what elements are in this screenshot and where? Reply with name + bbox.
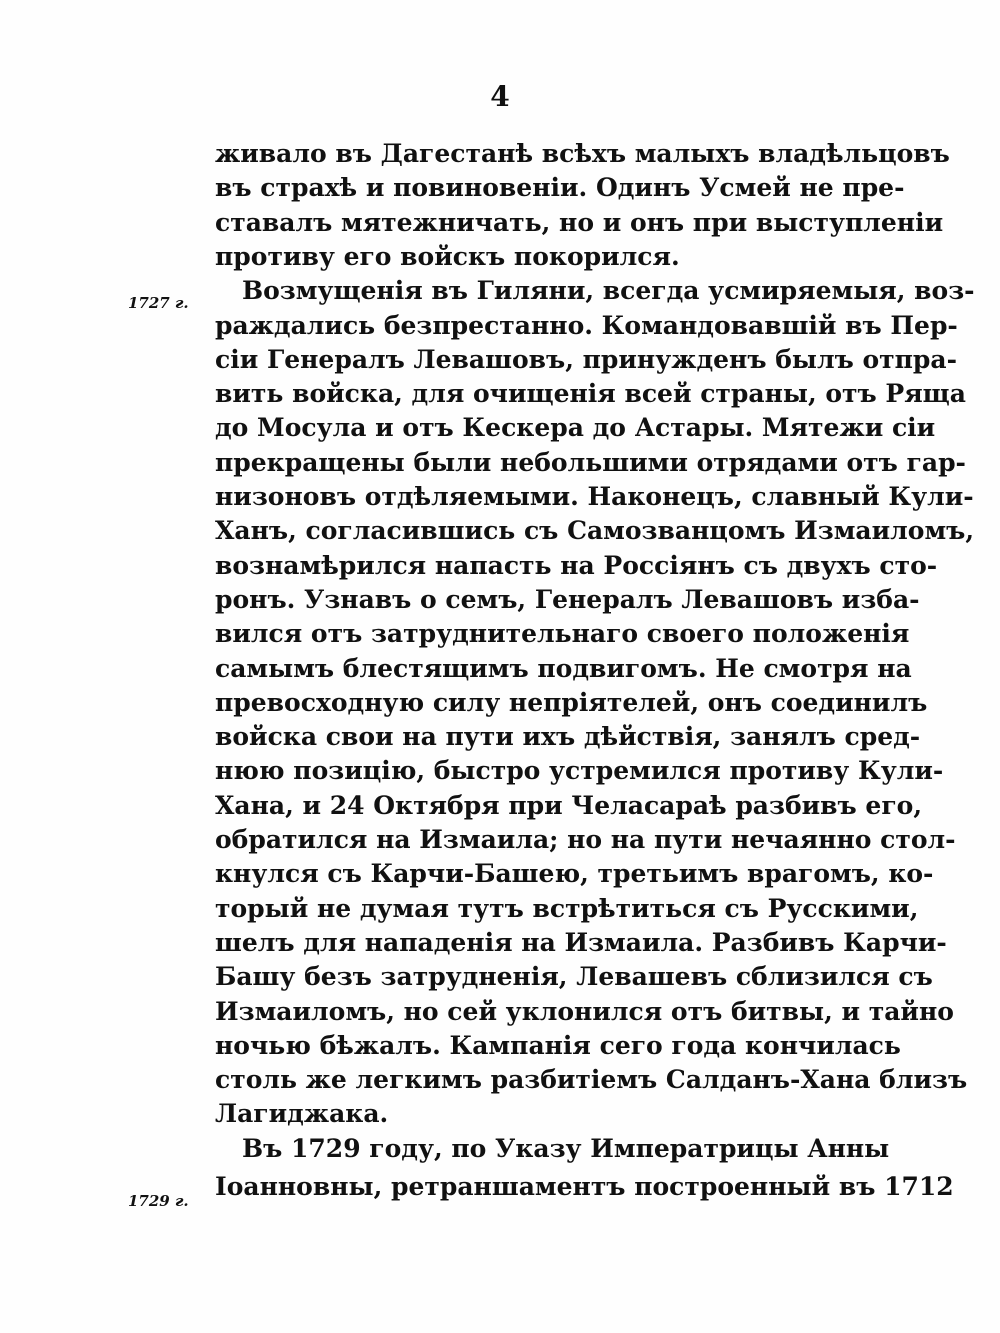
text-line: самымъ блестящимъ подвигомъ. Не смотря на	[215, 653, 912, 683]
text-line: раждались безпрестанно. Командовавшій въ Пер-	[215, 310, 958, 340]
text-line: вознамѣрился напасть на Россіянъ съ двухъ сто-	[215, 550, 938, 580]
text-line: кнулся съ Карчи-Башею, третьимъ врагомъ, ко-	[215, 859, 934, 889]
text-line: Въ 1729 году, по Указу Императрицы Анны	[242, 1133, 890, 1163]
text-line: ронъ. Узнавъ о семъ, Генералъ Левашовъ изба-	[215, 584, 920, 614]
text-line: сіи Генералъ Левашовъ, принужденъ былъ отпра-	[215, 344, 957, 374]
text-line: Хана, и 24 Октября при Челасараѣ разбивъ его,	[215, 790, 923, 820]
text-line: низоновъ отдѣляемыми. Наконецъ, славный Кули-	[215, 482, 974, 511]
text-line: противу его войскъ покорился.	[215, 241, 680, 271]
margin-note-year: 1727 г.	[128, 294, 189, 312]
text-line: прекращены были небольшими отрядами отъ гар-	[215, 447, 966, 477]
text-line: нюю позицію, быстро устремился противу Кули-	[215, 756, 944, 786]
text-line: торый не думая тутъ встрѣтиться съ Русскими,	[215, 893, 919, 923]
text-line: Ханъ, согласившись съ Самозванцомъ Измаиломъ,	[215, 516, 975, 546]
text-line: ставалъ мятежничать, но и онъ при выступленіи	[215, 207, 944, 237]
text-line: столь же легкимъ разбитіемъ Салданъ-Хана близъ	[215, 1065, 968, 1095]
text-line: до Мосула и отъ Кескера до Астары. Мятежи сіи	[215, 413, 936, 443]
page-number: 4	[490, 80, 510, 113]
text-line: вить войска, для очищенія всей страны, отъ Ряща	[215, 379, 966, 409]
text-line: обратился на Измаила; но на пути нечаянно стол-	[215, 825, 956, 854]
text-line: живало въ Дагестанѣ всѣхъ малыхъ владѣльцовъ	[215, 139, 950, 168]
text-line: Возмущенія въ Гиляни, всегда усмиряемыя, воз-	[242, 276, 975, 306]
text-line: Башу безъ затрудненія, Левашевъ сблизился съ	[215, 962, 933, 992]
text-line: вился отъ затруднительнаго своего положенія	[215, 619, 910, 649]
text-line: превосходную силу непріятелей, онъ соединилъ	[215, 687, 928, 717]
text-line: Измаиломъ, но сей уклонился отъ битвы, и тайно	[215, 996, 954, 1026]
text-line: Лагиджака.	[215, 1099, 389, 1129]
text-line: ночью бѣжалъ. Кампанія сего года кончилась	[215, 1030, 901, 1060]
text-line: войска свои на пути ихъ дѣйствія, занялъ сред-	[215, 722, 921, 752]
text-line: шелъ для нападенія на Измаила. Разбивъ Карчи-	[215, 927, 947, 957]
text-line: Іоанновны, ретраншаментъ построенный въ 1712	[215, 1172, 954, 1201]
margin-note-year: 1729 г.	[128, 1192, 189, 1210]
text-line: въ страхѣ и повиновеніи. Одинъ Усмей не пре-	[215, 173, 905, 203]
